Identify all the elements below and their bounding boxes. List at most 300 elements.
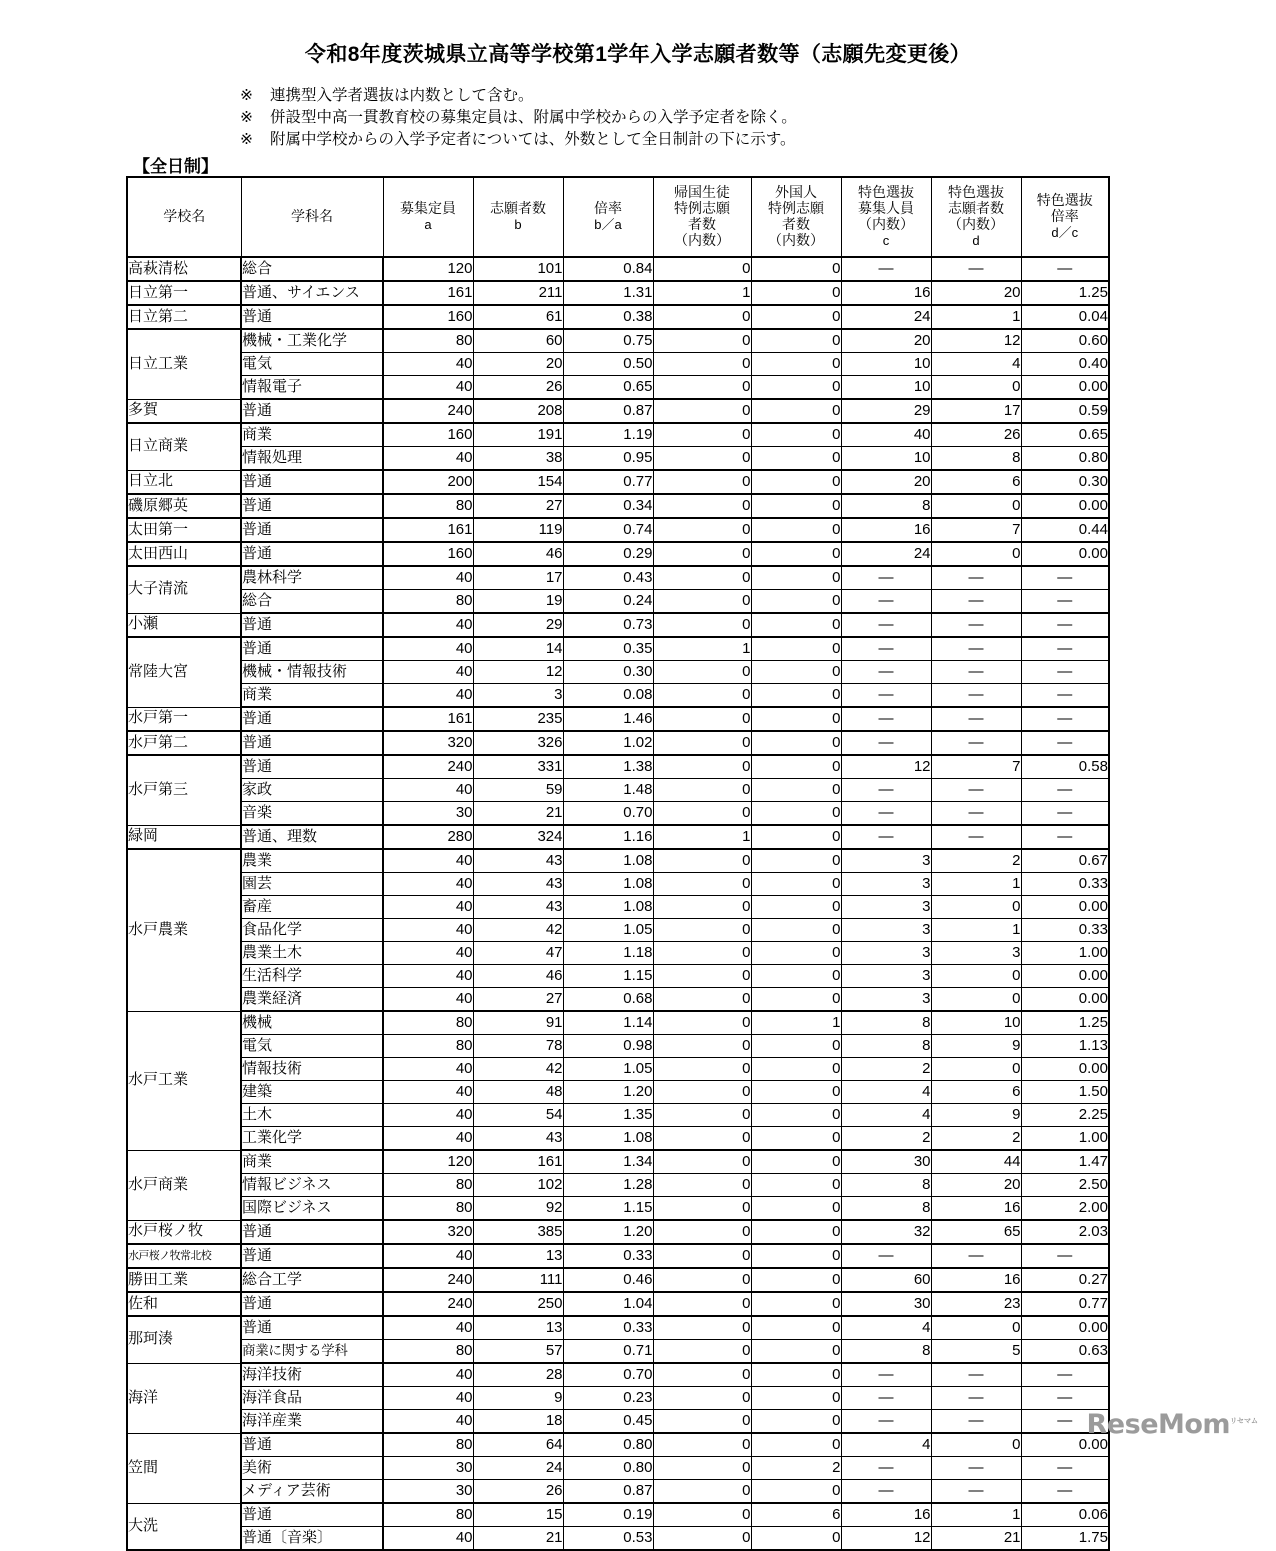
cell-quota: 40 <box>383 779 473 802</box>
cell-apps: 43 <box>473 873 563 896</box>
cell-ratio: 1.05 <box>563 919 653 942</box>
cell-ratio: 0.70 <box>563 802 653 826</box>
cell-tratio: 0.00 <box>1021 494 1109 518</box>
cell-tratio: — <box>1021 566 1109 590</box>
course-name-cell: 畜産 <box>241 896 383 919</box>
column-header-label: 特色選抜 募集人員 （内数） <box>858 184 914 233</box>
cell-returnee: 0 <box>653 1292 751 1316</box>
school-name-cell: 海洋 <box>127 1363 241 1433</box>
table-row <box>127 988 1109 1012</box>
cell-apps: 61 <box>473 305 563 329</box>
note-row <box>240 107 797 129</box>
cell-apps: 3 <box>473 684 563 708</box>
cell-foreign: 0 <box>751 1292 841 1316</box>
cell-returnee: 0 <box>653 1316 751 1340</box>
school-name-cell: 磯原郷英 <box>127 494 241 518</box>
cell-apps: 13 <box>473 1316 563 1340</box>
cell-tapps: 0 <box>931 1316 1021 1340</box>
cell-foreign: 0 <box>751 281 841 305</box>
cell-foreign: 0 <box>751 942 841 965</box>
cell-returnee: 0 <box>653 1058 751 1081</box>
cell-returnee: 0 <box>653 873 751 896</box>
cell-tquota: — <box>841 1363 931 1387</box>
course-name-cell: 普通 <box>241 755 383 779</box>
cell-quota: 40 <box>383 942 473 965</box>
cell-returnee: 1 <box>653 637 751 661</box>
cell-returnee: 0 <box>653 1011 751 1035</box>
column-header-3 <box>473 177 563 257</box>
cell-tquota: 30 <box>841 1150 931 1174</box>
cell-apps: 64 <box>473 1433 563 1457</box>
cell-quota: 40 <box>383 896 473 919</box>
column-header-label: 帰国生徒 特例志願 者数 （内数） <box>674 184 730 248</box>
cell-tquota: 24 <box>841 542 931 566</box>
column-header-label: 募集定員 <box>400 200 456 217</box>
cell-foreign: 0 <box>751 637 841 661</box>
cell-tratio: 0.04 <box>1021 305 1109 329</box>
column-header-9 <box>1021 177 1109 257</box>
cell-foreign: 0 <box>751 1058 841 1081</box>
note-marker-icon: ※ <box>240 87 253 104</box>
cell-apps: 21 <box>473 802 563 826</box>
table-row <box>127 1340 1109 1364</box>
cell-apps: 42 <box>473 919 563 942</box>
cell-ratio: 0.53 <box>563 1527 653 1551</box>
cell-tquota: 16 <box>841 281 931 305</box>
course-name-cell: 機械 <box>241 1011 383 1035</box>
cell-tquota: 2 <box>841 1058 931 1081</box>
course-name-cell: 普通 <box>241 707 383 731</box>
table-row <box>127 494 1109 518</box>
cell-ratio: 0.95 <box>563 447 653 471</box>
course-name-cell: 食品化学 <box>241 919 383 942</box>
cell-ratio: 0.68 <box>563 988 653 1012</box>
cell-apps: 26 <box>473 376 563 400</box>
cell-quota: 40 <box>383 684 473 708</box>
cell-quota: 280 <box>383 825 473 849</box>
table-row <box>127 590 1109 614</box>
table-row <box>127 518 1109 542</box>
column-header-sublabel: b <box>514 217 522 233</box>
course-name-cell: 普通 <box>241 1503 383 1527</box>
column-header-label: 学科名 <box>291 208 333 225</box>
course-name-cell: 情報技術 <box>241 1058 383 1081</box>
cell-tapps: 4 <box>931 353 1021 376</box>
column-header-5 <box>653 177 751 257</box>
cell-returnee: 0 <box>653 423 751 447</box>
cell-tquota: 16 <box>841 518 931 542</box>
course-name-cell: 普通 <box>241 1433 383 1457</box>
cell-tratio: 0.00 <box>1021 988 1109 1012</box>
cell-quota: 40 <box>383 661 473 684</box>
course-name-cell: 普通 <box>241 1220 383 1244</box>
cell-quota: 40 <box>383 873 473 896</box>
cell-quota: 80 <box>383 1197 473 1221</box>
cell-quota: 40 <box>383 1127 473 1151</box>
cell-ratio: 1.31 <box>563 281 653 305</box>
course-name-cell: 生活科学 <box>241 965 383 988</box>
cell-tquota: 20 <box>841 470 931 494</box>
cell-tapps: 9 <box>931 1104 1021 1127</box>
school-name-cell: 那珂湊 <box>127 1316 241 1363</box>
table-row <box>127 637 1109 661</box>
cell-apps: 15 <box>473 1503 563 1527</box>
cell-apps: 111 <box>473 1268 563 1292</box>
cell-tapps: 3 <box>931 942 1021 965</box>
table-row <box>127 661 1109 684</box>
cell-foreign: 0 <box>751 1081 841 1104</box>
cell-tratio: 2.50 <box>1021 1174 1109 1197</box>
cell-ratio: 0.70 <box>563 1363 653 1387</box>
cell-foreign: 0 <box>751 825 841 849</box>
cell-tquota: 8 <box>841 494 931 518</box>
table-row <box>127 1058 1109 1081</box>
cell-ratio: 1.04 <box>563 1292 653 1316</box>
column-header-2 <box>383 177 473 257</box>
cell-quota: 40 <box>383 919 473 942</box>
cell-returnee: 0 <box>653 1127 751 1151</box>
cell-tquota: — <box>841 707 931 731</box>
cell-tquota: 3 <box>841 873 931 896</box>
cell-tapps: 20 <box>931 1174 1021 1197</box>
cell-foreign: 0 <box>751 1104 841 1127</box>
cell-quota: 120 <box>383 1150 473 1174</box>
cell-tratio: 1.47 <box>1021 1150 1109 1174</box>
cell-tquota: — <box>841 661 931 684</box>
cell-apps: 12 <box>473 661 563 684</box>
column-header-6 <box>751 177 841 257</box>
cell-apps: 54 <box>473 1104 563 1127</box>
cell-apps: 27 <box>473 494 563 518</box>
cell-tapps: — <box>931 590 1021 614</box>
course-name-cell: 普通 <box>241 518 383 542</box>
course-name-cell: 普通 <box>241 1244 383 1268</box>
cell-tapps: — <box>931 779 1021 802</box>
cell-apps: 154 <box>473 470 563 494</box>
course-name-cell: 農業土木 <box>241 942 383 965</box>
cell-ratio: 1.15 <box>563 965 653 988</box>
table-row <box>127 965 1109 988</box>
cell-ratio: 1.28 <box>563 1174 653 1197</box>
cell-foreign: 0 <box>751 802 841 826</box>
cell-tapps: 0 <box>931 376 1021 400</box>
table-header <box>127 177 1109 257</box>
column-header-label: 学校名 <box>163 208 206 225</box>
cell-ratio: 1.46 <box>563 707 653 731</box>
table-row <box>127 305 1109 329</box>
table-row <box>127 613 1109 637</box>
cell-quota: 80 <box>383 494 473 518</box>
cell-quota: 161 <box>383 281 473 305</box>
cell-tapps: — <box>931 566 1021 590</box>
column-header-4 <box>563 177 653 257</box>
cell-tapps: 0 <box>931 494 1021 518</box>
course-name-cell: 普通 <box>241 731 383 755</box>
cell-quota: 80 <box>383 1433 473 1457</box>
cell-quota: 30 <box>383 802 473 826</box>
course-name-cell: 美術 <box>241 1457 383 1480</box>
notes-block <box>240 85 797 151</box>
table-row <box>127 1457 1109 1480</box>
table-row <box>127 849 1109 873</box>
cell-ratio: 0.73 <box>563 613 653 637</box>
cell-tquota: — <box>841 257 931 281</box>
cell-tapps: 10 <box>931 1011 1021 1035</box>
cell-apps: 46 <box>473 965 563 988</box>
cell-foreign: 0 <box>751 518 841 542</box>
cell-quota: 40 <box>383 613 473 637</box>
cell-ratio: 1.14 <box>563 1011 653 1035</box>
cell-tapps: — <box>931 731 1021 755</box>
course-name-cell: 商業に関する学科 <box>241 1340 383 1364</box>
cell-returnee: 1 <box>653 825 751 849</box>
cell-ratio: 1.15 <box>563 1197 653 1221</box>
cell-returnee: 0 <box>653 1340 751 1364</box>
cell-tratio: 0.33 <box>1021 873 1109 896</box>
cell-apps: 14 <box>473 637 563 661</box>
cell-tquota: 12 <box>841 1527 931 1551</box>
cell-returnee: 0 <box>653 849 751 873</box>
cell-returnee: 0 <box>653 470 751 494</box>
cell-tquota: 60 <box>841 1268 931 1292</box>
cell-returnee: 0 <box>653 755 751 779</box>
cell-tquota: 16 <box>841 1503 931 1527</box>
cell-tratio: — <box>1021 779 1109 802</box>
cell-tquota: 4 <box>841 1433 931 1457</box>
course-name-cell: 国際ビジネス <box>241 1197 383 1221</box>
cell-returnee: 0 <box>653 896 751 919</box>
cell-quota: 320 <box>383 1220 473 1244</box>
cell-ratio: 0.87 <box>563 399 653 423</box>
cell-tquota: 8 <box>841 1197 931 1221</box>
school-name-cell: 緑岡 <box>127 825 241 849</box>
course-name-cell: 情報電子 <box>241 376 383 400</box>
cell-ratio: 1.20 <box>563 1081 653 1104</box>
cell-ratio: 1.08 <box>563 849 653 873</box>
cell-tquota: 32 <box>841 1220 931 1244</box>
cell-foreign: 0 <box>751 707 841 731</box>
cell-apps: 57 <box>473 1340 563 1364</box>
cell-tratio: — <box>1021 661 1109 684</box>
cell-tratio: — <box>1021 707 1109 731</box>
cell-quota: 240 <box>383 1268 473 1292</box>
table-row <box>127 779 1109 802</box>
cell-returnee: 0 <box>653 399 751 423</box>
course-name-cell: 園芸 <box>241 873 383 896</box>
cell-tratio: 0.59 <box>1021 399 1109 423</box>
cell-apps: 13 <box>473 1244 563 1268</box>
course-name-cell: 普通 <box>241 305 383 329</box>
course-name-cell: 情報ビジネス <box>241 1174 383 1197</box>
cell-ratio: 1.02 <box>563 731 653 755</box>
cell-quota: 40 <box>383 447 473 471</box>
cell-tapps: — <box>931 1387 1021 1410</box>
course-name-cell: 海洋産業 <box>241 1410 383 1434</box>
cell-tratio: — <box>1021 684 1109 708</box>
cell-tratio: 1.00 <box>1021 1127 1109 1151</box>
cell-tquota: — <box>841 637 931 661</box>
cell-returnee: 0 <box>653 1433 751 1457</box>
table-row <box>127 1527 1109 1551</box>
cell-returnee: 0 <box>653 305 751 329</box>
cell-returnee: 0 <box>653 684 751 708</box>
course-name-cell: 土木 <box>241 1104 383 1127</box>
cell-returnee: 0 <box>653 1527 751 1551</box>
cell-ratio: 0.23 <box>563 1387 653 1410</box>
school-name-cell: 大洗 <box>127 1503 241 1550</box>
cell-quota: 40 <box>383 1527 473 1551</box>
cell-tapps: 65 <box>931 1220 1021 1244</box>
cell-tapps: 7 <box>931 755 1021 779</box>
table-row <box>127 1292 1109 1316</box>
table-row <box>127 423 1109 447</box>
table-row <box>127 1011 1109 1035</box>
cell-apps: 102 <box>473 1174 563 1197</box>
course-name-cell: 海洋技術 <box>241 1363 383 1387</box>
table-row <box>127 1174 1109 1197</box>
course-name-cell: メディア芸術 <box>241 1480 383 1504</box>
cell-tapps: 0 <box>931 965 1021 988</box>
cell-quota: 80 <box>383 329 473 353</box>
cell-quota: 40 <box>383 353 473 376</box>
cell-tratio: 0.06 <box>1021 1503 1109 1527</box>
cell-apps: 60 <box>473 329 563 353</box>
course-name-cell: 建築 <box>241 1081 383 1104</box>
cell-returnee: 1 <box>653 281 751 305</box>
cell-apps: 17 <box>473 566 563 590</box>
cell-tquota: — <box>841 1410 931 1434</box>
cell-quota: 80 <box>383 590 473 614</box>
cell-tratio: 0.00 <box>1021 1316 1109 1340</box>
column-header-label: 特色選抜 志願者数 （内数） <box>948 184 1004 233</box>
course-name-cell: 電気 <box>241 1035 383 1058</box>
cell-tquota: — <box>841 684 931 708</box>
cell-ratio: 1.38 <box>563 755 653 779</box>
cell-tratio: 0.60 <box>1021 329 1109 353</box>
table-row <box>127 399 1109 423</box>
cell-tratio: — <box>1021 590 1109 614</box>
cell-foreign: 0 <box>751 257 841 281</box>
note-row <box>240 85 797 107</box>
cell-tquota: — <box>841 802 931 826</box>
cell-tapps: — <box>931 707 1021 731</box>
cell-tquota: 4 <box>841 1104 931 1127</box>
cell-quota: 40 <box>383 1410 473 1434</box>
school-name-cell: 小瀬 <box>127 613 241 637</box>
cell-quota: 240 <box>383 1292 473 1316</box>
cell-apps: 91 <box>473 1011 563 1035</box>
note-text: 併設型中高一貫教育校の募集定員は、附属中学校からの入学予定者を除く。 <box>270 109 797 126</box>
cell-tapps: 26 <box>931 423 1021 447</box>
course-name-cell: 普通、サイエンス <box>241 281 383 305</box>
cell-quota: 40 <box>383 1058 473 1081</box>
table-row <box>127 1480 1109 1504</box>
cell-apps: 21 <box>473 1527 563 1551</box>
cell-returnee: 0 <box>653 1480 751 1504</box>
cell-returnee: 0 <box>653 1220 751 1244</box>
cell-tapps: 17 <box>931 399 1021 423</box>
cell-returnee: 0 <box>653 1503 751 1527</box>
cell-apps: 9 <box>473 1387 563 1410</box>
school-name-cell: 水戸商業 <box>127 1150 241 1220</box>
cell-ratio: 0.77 <box>563 470 653 494</box>
table-row <box>127 1503 1109 1527</box>
cell-tquota: 3 <box>841 965 931 988</box>
cell-foreign: 0 <box>751 896 841 919</box>
cell-tratio: — <box>1021 1244 1109 1268</box>
cell-quota: 160 <box>383 305 473 329</box>
cell-returnee: 0 <box>653 707 751 731</box>
cell-foreign: 0 <box>751 1480 841 1504</box>
cell-tapps: — <box>931 661 1021 684</box>
cell-tquota: — <box>841 590 931 614</box>
cell-tratio: — <box>1021 637 1109 661</box>
cell-ratio: 1.08 <box>563 873 653 896</box>
cell-tratio: 1.75 <box>1021 1527 1109 1551</box>
cell-apps: 47 <box>473 942 563 965</box>
cell-ratio: 0.84 <box>563 257 653 281</box>
cell-quota: 40 <box>383 1081 473 1104</box>
applicants-table <box>126 176 1110 1551</box>
cell-ratio: 0.46 <box>563 1268 653 1292</box>
school-name-cell: 日立商業 <box>127 423 241 470</box>
table-row <box>127 684 1109 708</box>
cell-ratio: 0.33 <box>563 1316 653 1340</box>
cell-quota: 80 <box>383 1340 473 1364</box>
cell-ratio: 0.65 <box>563 376 653 400</box>
cell-quota: 161 <box>383 707 473 731</box>
cell-apps: 48 <box>473 1081 563 1104</box>
cell-ratio: 1.08 <box>563 896 653 919</box>
cell-quota: 40 <box>383 376 473 400</box>
cell-quota: 320 <box>383 731 473 755</box>
cell-returnee: 0 <box>653 590 751 614</box>
cell-ratio: 0.24 <box>563 590 653 614</box>
table-row <box>127 731 1109 755</box>
cell-returnee: 0 <box>653 779 751 802</box>
cell-ratio: 1.16 <box>563 825 653 849</box>
column-header-label: 倍率 <box>594 200 622 217</box>
cell-foreign: 0 <box>751 423 841 447</box>
table-row <box>127 447 1109 471</box>
course-name-cell: 農業経済 <box>241 988 383 1012</box>
course-name-cell: 普通 <box>241 399 383 423</box>
cell-tquota: — <box>841 779 931 802</box>
cell-quota: 160 <box>383 423 473 447</box>
cell-ratio: 0.80 <box>563 1457 653 1480</box>
cell-apps: 18 <box>473 1410 563 1434</box>
cell-apps: 38 <box>473 447 563 471</box>
cell-foreign: 0 <box>751 849 841 873</box>
table-row <box>127 470 1109 494</box>
cell-tratio: 0.77 <box>1021 1292 1109 1316</box>
course-name-cell: 農業 <box>241 849 383 873</box>
cell-tratio: — <box>1021 802 1109 826</box>
cell-apps: 27 <box>473 988 563 1012</box>
table-body <box>127 257 1109 1550</box>
column-header-sublabel: a <box>424 217 432 233</box>
cell-returnee: 0 <box>653 988 751 1012</box>
course-name-cell: 総合工学 <box>241 1268 383 1292</box>
cell-tratio: — <box>1021 1457 1109 1480</box>
cell-tapps: 21 <box>931 1527 1021 1551</box>
cell-returnee: 0 <box>653 1457 751 1480</box>
table-row <box>127 1244 1109 1268</box>
cell-foreign: 0 <box>751 1035 841 1058</box>
cell-tratio: 0.44 <box>1021 518 1109 542</box>
cell-tratio: 0.00 <box>1021 965 1109 988</box>
table-row <box>127 825 1109 849</box>
